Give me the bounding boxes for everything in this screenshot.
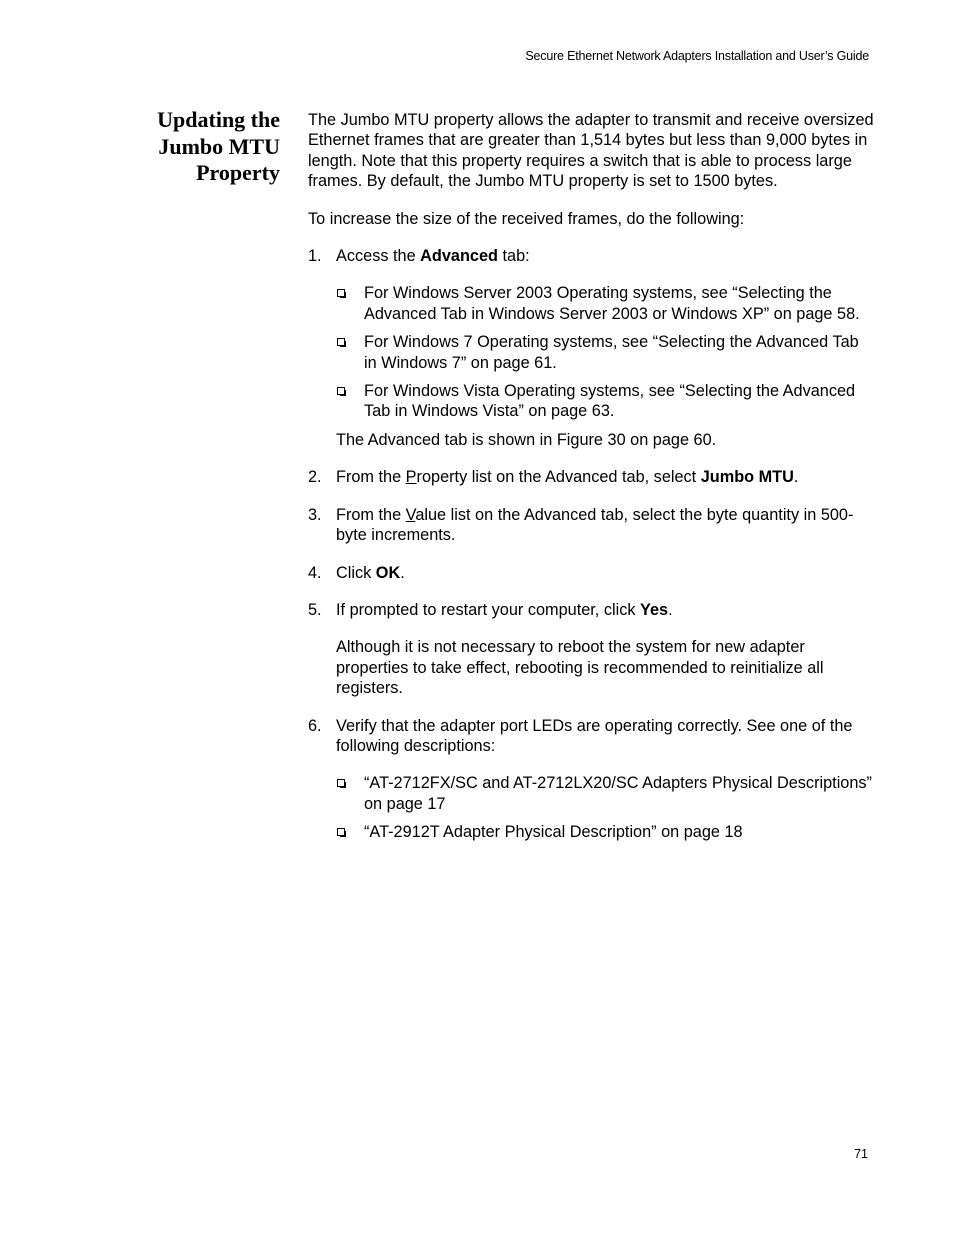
section-title-line: Property	[196, 160, 280, 185]
step-text: From the Value list on the Advanced tab, select the byte quantity in 500-byte increments.	[336, 505, 854, 545]
ui-term: Yes	[640, 600, 669, 619]
reference-list	[336, 773, 874, 842]
step-item	[308, 600, 874, 699]
checkbox-bullet-icon	[337, 828, 345, 836]
reference-list	[336, 283, 874, 421]
step-text: Click OK.	[336, 563, 405, 582]
page-number: 71	[854, 1147, 868, 1161]
checkbox-bullet-icon	[337, 338, 345, 346]
step-number: 3.	[308, 505, 322, 524]
checkbox-bullet-icon	[337, 387, 345, 395]
step-item	[308, 505, 874, 546]
step-number: 6.	[308, 716, 322, 735]
step-text: From the Property list on the Advanced tab, select Jumbo MTU.	[336, 468, 799, 487]
step-note: Although it is not necessary to reboot the system for new adapter properties to take effect, rebooting is recommended to reinitialize all registers.	[336, 638, 824, 698]
step-number: 5.	[308, 600, 322, 619]
running-header: Secure Ethernet Network Adapters Installation and User’s Guide	[525, 49, 869, 63]
step-number: 2.	[308, 468, 322, 487]
list-item: “AT-2912T Adapter Physical Description” on page 18	[336, 822, 874, 842]
step-note: The Advanced tab is shown in Figure 30 on page 60.	[336, 430, 717, 449]
step-text: Access the Advanced tab:	[336, 247, 530, 266]
step-number: 4.	[308, 563, 322, 582]
checkbox-bullet-icon	[337, 289, 345, 297]
procedure-steps	[308, 246, 874, 843]
list-item: For Windows 7 Operating systems, see “Selecting the Advanced Tab in Windows 7” on page 61.	[336, 332, 874, 373]
list-item: For Windows Vista Operating systems, see “Selecting the Advanced Tab in Windows Vista” on page 63.	[336, 381, 874, 422]
step-number: 1.	[308, 247, 322, 266]
step-item	[308, 467, 874, 487]
lead-paragraph: To increase the size of the received frames, do the following:	[308, 209, 745, 228]
step-text: Verify that the adapter port LEDs are operating correctly. See one of the following descriptions:	[336, 716, 853, 755]
step-item	[308, 246, 874, 450]
section-title-line: Updating the	[157, 107, 280, 132]
intro-paragraph: The Jumbo MTU property allows the adapter to transmit and receive oversized Ethernet frames that are greater than 1,514 bytes but less than 9,000 bytes in length. Note that this property requires a switch that is able to process large frames. By default, the Jumbo MTU property is set to 1500 bytes.	[308, 111, 874, 191]
section-title-line: Jumbo MTU	[158, 133, 280, 159]
section-title	[130, 107, 280, 187]
ui-term: Jumbo MTU	[700, 468, 794, 487]
step-item	[308, 716, 874, 843]
checkbox-bullet-icon	[337, 779, 345, 787]
step-text: If prompted to restart your computer, click Yes.	[336, 600, 673, 619]
list-item: “AT-2712FX/SC and AT-2712LX20/SC Adapters Physical Descriptions” on page 17	[336, 773, 874, 814]
section-body	[308, 110, 874, 860]
ui-term: OK	[375, 563, 401, 582]
step-item	[308, 563, 874, 583]
list-item: For Windows Server 2003 Operating systems, see “Selecting the Advanced Tab in Windows Server 2003 or Windows XP” on page 58.	[336, 283, 874, 324]
ui-term: Advanced	[420, 247, 498, 266]
